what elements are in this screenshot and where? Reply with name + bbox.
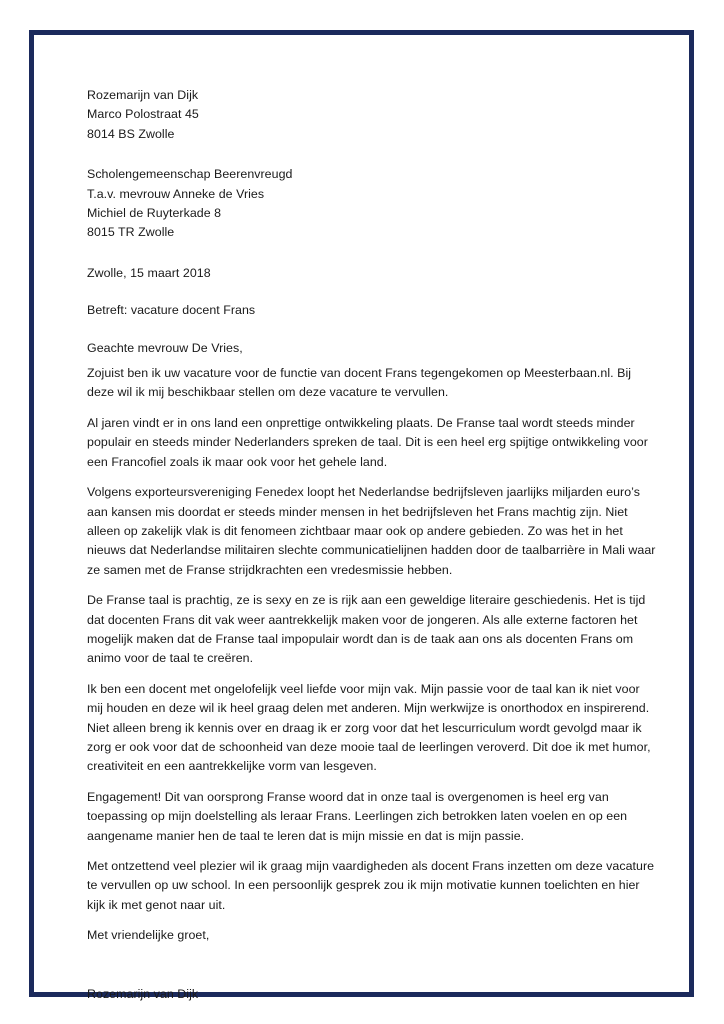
closing: Met vriendelijke groet, <box>87 928 210 943</box>
recipient-postal-city: 8015 TR Zwolle <box>87 225 175 240</box>
place-date: Zwolle, 15 maart 2018 <box>87 265 211 280</box>
recipient-street: Michiel de Ruyterkade 8 <box>87 206 222 221</box>
sender-name: Rozemarijn van Dijk <box>87 88 199 102</box>
paragraph-2: Al jaren vindt er in ons land een onprettige ontwikkeling plaats. De Franse taal wordt steeds minder populair en steeds minder Nederlanders spreken de taal. Dit is een heel erg spijtige ontwikkeling voor een Francofiel zoals ik maar ook voor het gehele land. <box>87 415 648 469</box>
subject-line: Betreft: vacature docent Frans <box>87 303 256 318</box>
recipient-address <box>87 165 659 243</box>
paragraph-6: Engagement! Dit van oorsprong Franse woord dat in onze taal is overgenomen is heel erg van toepassing op mijn doelstelling als leraar Frans. Leerlingen zich betrokken laten voelen en op een aangename manier hen de taal te leren dat is mijn missie en dat is mijn passie. <box>87 789 628 843</box>
paragraph-4: De Franse taal is prachtig, ze is sexy en ze is rijk aan een geweldige literaire geschiedenis. Het is tijd dat docenten Frans dit vak weer aantrekkelijk maken voor de jongeren. Als alle externe factoren het mogelijk maken dat de Franse taal impopulair wordt dan is de taak aan ons als docenten Frans om animo voor de taal te creëren. <box>87 593 646 666</box>
sender-street: Marco Polostraat 45 <box>87 107 199 122</box>
letter-body <box>87 86 659 1004</box>
paragraph-3: Volgens exporteursvereniging Fenedex loopt het Nederlandse bedrijfsleven jaarlijks miljarden euro’s aan kansen mis doordat er steeds minder mensen in het bedrijfsleven het Frans machtig zijn. Niet alleen op zakelijk vlak is dit fenomeen zichtbaar maar ook op andere gebieden. Zo was het in het nieuws dat Nederlandse militairen slechte communicatielijnen hadden door de taalbarrière in Mali waar ze samen met de Franse strijdkrachten een vredesmissie hebben. <box>87 485 656 577</box>
recipient-organisation: Scholengemeenschap Beerenvreugd <box>87 167 293 182</box>
sender-address <box>87 86 659 144</box>
paragraph-7: Met ontzettend veel plezier wil ik graag mijn vaardigheden als docent Frans inzetten om deze vacature te vervullen op uw school. In een persoonlijk gesprek zou ik mijn motivatie kunnen toelichten en hier kijk ik met genot naar uit. <box>87 859 655 912</box>
signature-name: Rozemarijn van Dijk <box>87 986 199 1001</box>
paragraph-5: Ik ben een docent met ongelofelijk veel liefde voor mijn vak. Mijn passie voor de taal kan ik niet voor mij houden en deze wil ik heel graag delen met anderen. Mijn werkwijze is onorthodox en inspirerend. Niet alleen breng ik kennis over en draag ik er zorg voor dat het lescurriculum wordt gevolgd maar ik zorg er ook voor dat de schoonheid van deze mooie taal de leerlingen veroverd. Dit doe ik met humor, creativiteit en een aantrekkelijke vorm van lesgeven. <box>87 681 651 774</box>
salutation: Geachte mevrouw De Vries, <box>87 340 243 355</box>
recipient-attention: T.a.v. mevrouw Anneke de Vries <box>87 186 265 201</box>
sender-postal-city: 8014 BS Zwolle <box>87 126 175 141</box>
paragraph-1: Zojuist ben ik uw vacature voor de functie van docent Frans tegengekomen op Meesterbaan.nl. Bij deze wil ik mij beschikbaar stellen om deze vacature te vervullen. <box>87 366 632 400</box>
